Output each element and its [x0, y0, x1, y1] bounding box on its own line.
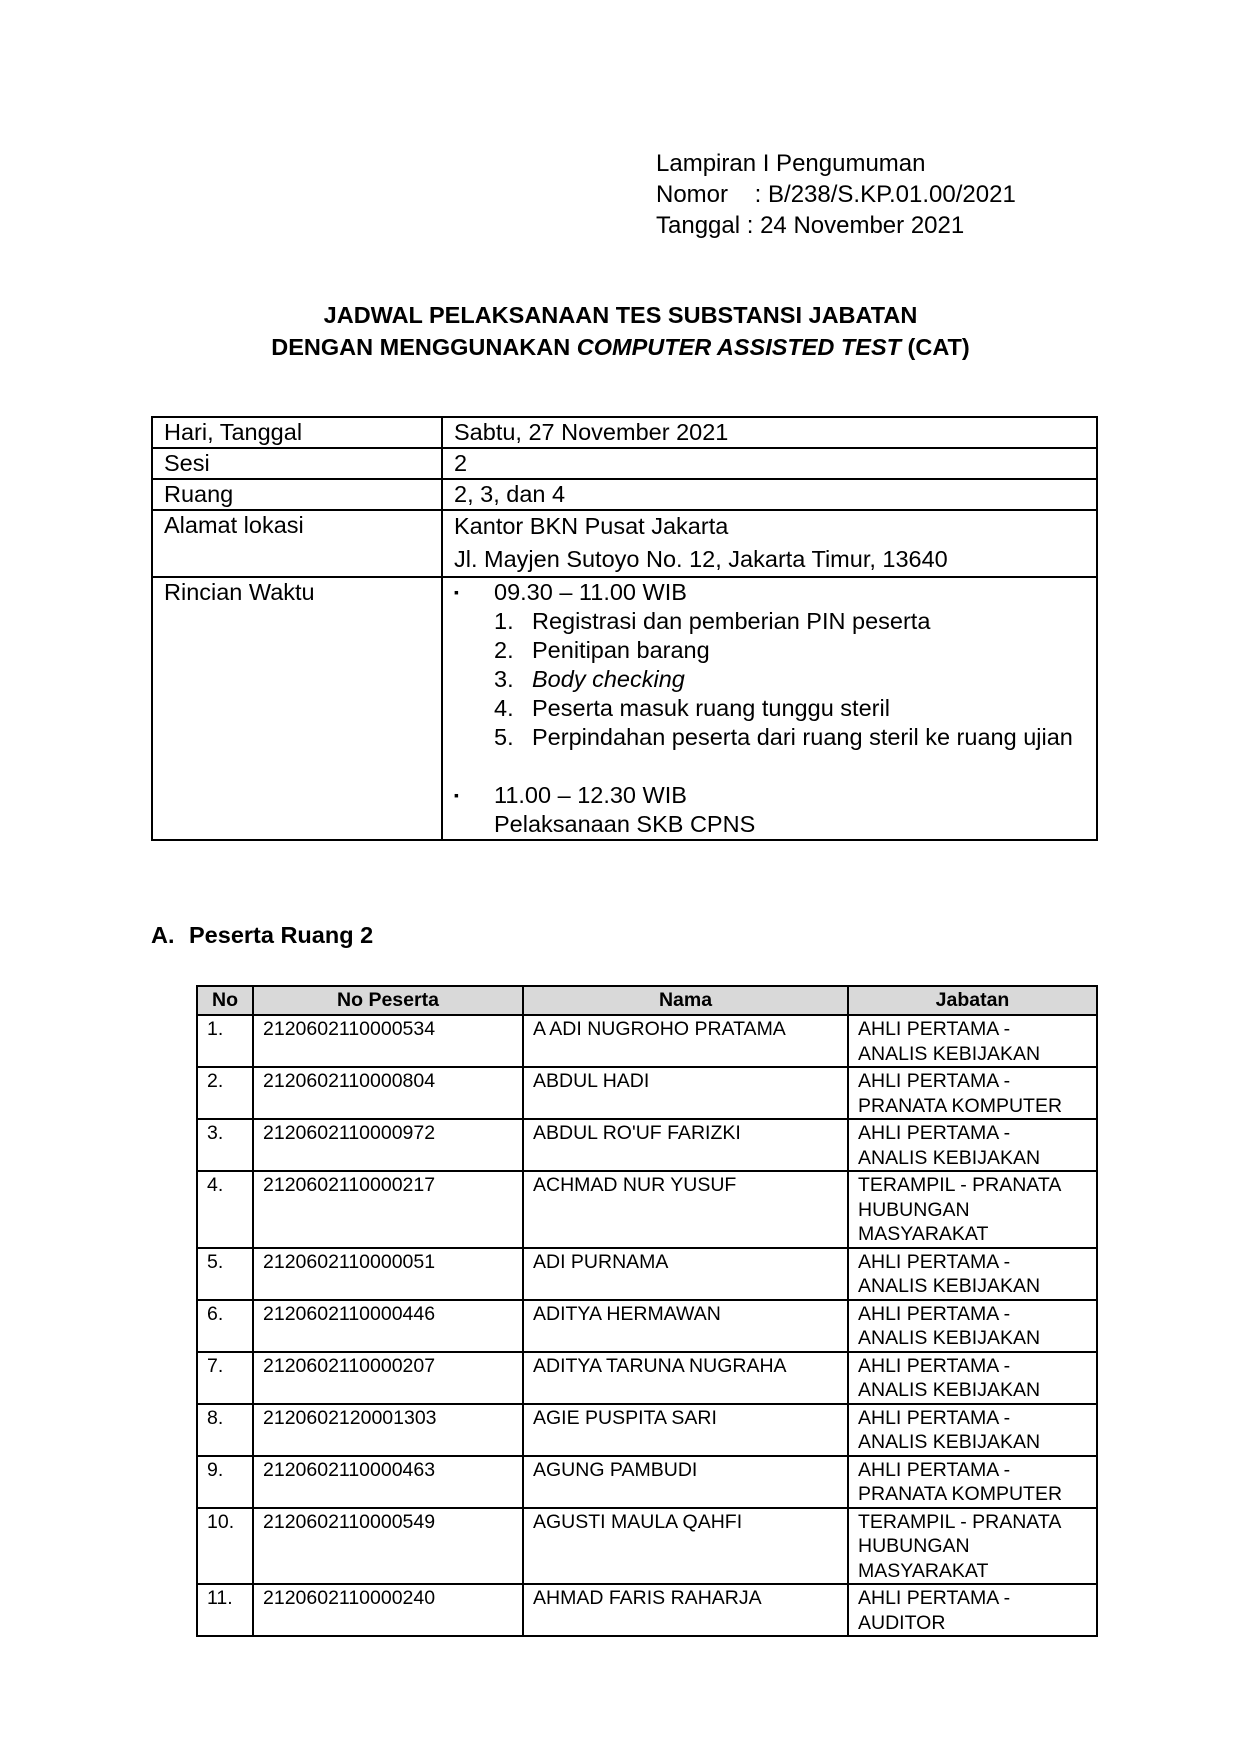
list-number: 3.: [494, 666, 514, 692]
position-line: AHLI PERTAMA -: [858, 1458, 1011, 1481]
info-row-time-details: [152, 577, 1097, 840]
cell-participant-number: 2120602110000240: [253, 1584, 523, 1636]
table-row: [197, 1300, 1097, 1352]
list-text: Body checking: [532, 666, 685, 692]
position-line: AHLI PERTAMA -: [858, 1250, 1011, 1273]
info-value: [442, 510, 1097, 577]
cell-participant-number: 2120602110000972: [253, 1119, 523, 1171]
position-line: ANALIS KEBIJAKAN: [858, 1042, 1041, 1065]
position-line: ANALIS KEBIJAKAN: [858, 1146, 1041, 1169]
position-line: AHLI PERTAMA -: [858, 1018, 1011, 1040]
cell-position: [848, 1352, 1097, 1404]
info-value: [442, 577, 1097, 840]
info-value: 2, 3, dan 4: [442, 479, 1097, 510]
cell-name: ABDUL HADI: [523, 1067, 848, 1119]
cell-no: 1.: [197, 1015, 253, 1067]
list-number: 5.: [494, 724, 514, 750]
cell-no: 7.: [197, 1352, 253, 1404]
cell-no: 5.: [197, 1248, 253, 1300]
title-line-2: [0, 331, 1241, 363]
position-line: HUBUNGAN: [858, 1535, 970, 1557]
cell-participant-number: 2120602110000534: [253, 1015, 523, 1067]
table-row: [197, 1248, 1097, 1300]
cell-position: [848, 1248, 1097, 1300]
table-row: [197, 1067, 1097, 1119]
header-line: Tanggal : 24 November 2021: [656, 212, 965, 239]
address-line: Jl. Mayjen Sutoyo No. 12, Jakarta Timur, 13640: [454, 546, 948, 572]
list-item: [454, 694, 1096, 723]
participant-table: [196, 985, 1098, 1637]
cell-position: [848, 1508, 1097, 1585]
title-line-1: JADWAL PELAKSANAAN TES SUBSTANSI JABATAN: [323, 302, 918, 328]
schedule-info-table: [151, 416, 1098, 841]
table-row: [197, 1456, 1097, 1508]
document-title: [0, 299, 1241, 363]
time-block-1: [454, 578, 1096, 607]
address-line: Kantor BKN Pusat Jakarta: [454, 513, 729, 539]
table-row: [197, 1119, 1097, 1171]
cell-name: ACHMAD NUR YUSUF: [523, 1171, 848, 1248]
info-label: Rincian Waktu: [152, 577, 442, 840]
position-line: PRANATA KOMPUTER: [858, 1094, 1063, 1117]
info-label: Ruang: [152, 479, 442, 510]
list-text: Registrasi dan pemberian PIN peserta: [532, 608, 931, 634]
info-row-address: [152, 510, 1097, 577]
cell-participant-number: 2120602120001303: [253, 1404, 523, 1456]
position-line: AHLI PERTAMA -: [858, 1587, 1011, 1609]
cell-no: 3.: [197, 1119, 253, 1171]
cell-name: AHMAD FARIS RAHARJA: [523, 1584, 848, 1636]
cell-no: 4.: [197, 1171, 253, 1248]
cell-participant-number: 2120602110000217: [253, 1171, 523, 1248]
participant-rows: [197, 1015, 1097, 1636]
cell-participant-number: 2120602110000446: [253, 1300, 523, 1352]
position-line: ANALIS KEBIJAKAN: [858, 1431, 1041, 1453]
cell-position: [848, 1171, 1097, 1248]
position-line: ANALIS KEBIJAKAN: [858, 1275, 1041, 1297]
table-row: [197, 1584, 1097, 1636]
position-line: AUDITOR: [858, 1611, 946, 1634]
cell-position: [848, 1067, 1097, 1119]
cell-position: [848, 1015, 1097, 1067]
position-line: AHLI PERTAMA -: [858, 1070, 1011, 1092]
cell-name: AGUNG PAMBUDI: [523, 1456, 848, 1508]
cell-no: 8.: [197, 1404, 253, 1456]
position-line: HUBUNGAN: [858, 1198, 970, 1221]
column-header-name: Nama: [523, 986, 848, 1015]
cell-participant-number: 2120602110000207: [253, 1352, 523, 1404]
column-header-position: Jabatan: [848, 986, 1097, 1015]
cell-participant-number: 2120602110000549: [253, 1508, 523, 1585]
list-text: Perpindahan peserta dari ruang steril ke ruang ujian: [532, 724, 1073, 750]
cell-participant-number: 2120602110000051: [253, 1248, 523, 1300]
cell-position: [848, 1584, 1097, 1636]
position-line: ANALIS KEBIJAKAN: [858, 1379, 1041, 1401]
cell-name: ABDUL RO'UF FARIZKI: [523, 1119, 848, 1171]
cell-position: [848, 1456, 1097, 1508]
title-line-2-suffix: (CAT): [901, 334, 970, 360]
position-line: ANALIS KEBIJAKAN: [858, 1327, 1041, 1349]
list-text: Peserta masuk ruang tunggu steril: [532, 695, 890, 721]
square-bullet-icon: ▪: [454, 787, 459, 803]
cell-position: [848, 1119, 1097, 1171]
cell-no: 11.: [197, 1584, 253, 1636]
info-value: Sabtu, 27 November 2021: [442, 417, 1097, 448]
position-line: TERAMPIL - PRANATA: [858, 1510, 1062, 1533]
position-line: MASYARAKAT: [858, 1559, 989, 1582]
list-item: [454, 636, 1096, 665]
cell-position: [848, 1404, 1097, 1456]
title-line-2-prefix: DENGAN MENGGUNAKAN: [271, 334, 577, 360]
position-line: AHLI PERTAMA -: [858, 1354, 1011, 1377]
list-item: [454, 665, 1096, 694]
info-label: Alamat lokasi: [152, 510, 442, 577]
list-text: Penitipan barang: [532, 637, 710, 663]
cell-name: ADITYA TARUNA NUGRAHA: [523, 1352, 848, 1404]
info-label: Hari, Tanggal: [152, 417, 442, 448]
section-heading: [151, 922, 373, 949]
info-row-date: [152, 417, 1097, 448]
position-line: AHLI PERTAMA -: [858, 1302, 1011, 1325]
cell-participant-number: 2120602110000804: [253, 1067, 523, 1119]
cell-no: 9.: [197, 1456, 253, 1508]
list-number: 1.: [494, 608, 514, 634]
time-block-2-text: Pelaksanaan SKB CPNS: [494, 811, 756, 837]
cell-participant-number: 2120602110000463: [253, 1456, 523, 1508]
position-line: TERAMPIL - PRANATA: [858, 1174, 1062, 1196]
list-item: [454, 723, 1096, 752]
cell-name: A ADI NUGROHO PRATAMA: [523, 1015, 848, 1067]
table-row: [197, 1171, 1097, 1248]
cell-name: AGUSTI MAULA QAHFI: [523, 1508, 848, 1585]
header-line: Lampiran I Pengumuman: [656, 150, 926, 177]
column-header-no: No: [197, 986, 253, 1015]
time-block-2: [454, 781, 1096, 810]
section-letter: A.: [151, 922, 175, 948]
info-label: Sesi: [152, 448, 442, 479]
time-range: 09.30 – 11.00 WIB: [494, 579, 687, 605]
info-row-session: [152, 448, 1097, 479]
table-row: [197, 1015, 1097, 1067]
table-row: [197, 1352, 1097, 1404]
table-row: [197, 1404, 1097, 1456]
cell-name: ADITYA HERMAWAN: [523, 1300, 848, 1352]
cell-no: 10.: [197, 1508, 253, 1585]
table-header-row: [197, 986, 1097, 1015]
cell-position: [848, 1300, 1097, 1352]
info-row-room: [152, 479, 1097, 510]
list-item: [454, 607, 1096, 636]
title-line-2-italic: COMPUTER ASSISTED TEST: [576, 334, 901, 360]
attachment-header: [656, 148, 1016, 241]
cell-name: AGIE PUSPITA SARI: [523, 1404, 848, 1456]
column-header-participant-number: No Peserta: [253, 986, 523, 1015]
position-line: PRANATA KOMPUTER: [858, 1483, 1063, 1505]
info-value: 2: [442, 448, 1097, 479]
header-line: Nomor : B/238/S.KP.01.00/2021: [656, 181, 1016, 208]
square-bullet-icon: ▪: [454, 584, 459, 600]
position-line: MASYARAKAT: [858, 1223, 989, 1245]
cell-no: 2.: [197, 1067, 253, 1119]
table-row: [197, 1508, 1097, 1585]
section-title: Peserta Ruang 2: [189, 922, 374, 948]
list-number: 2.: [494, 637, 514, 663]
position-line: AHLI PERTAMA -: [858, 1406, 1011, 1429]
spacer: [454, 752, 1096, 781]
position-line: AHLI PERTAMA -: [858, 1122, 1011, 1144]
cell-name: ADI PURNAMA: [523, 1248, 848, 1300]
list-number: 4.: [494, 695, 514, 721]
time-range: 11.00 – 12.30 WIB: [494, 782, 687, 808]
cell-no: 6.: [197, 1300, 253, 1352]
